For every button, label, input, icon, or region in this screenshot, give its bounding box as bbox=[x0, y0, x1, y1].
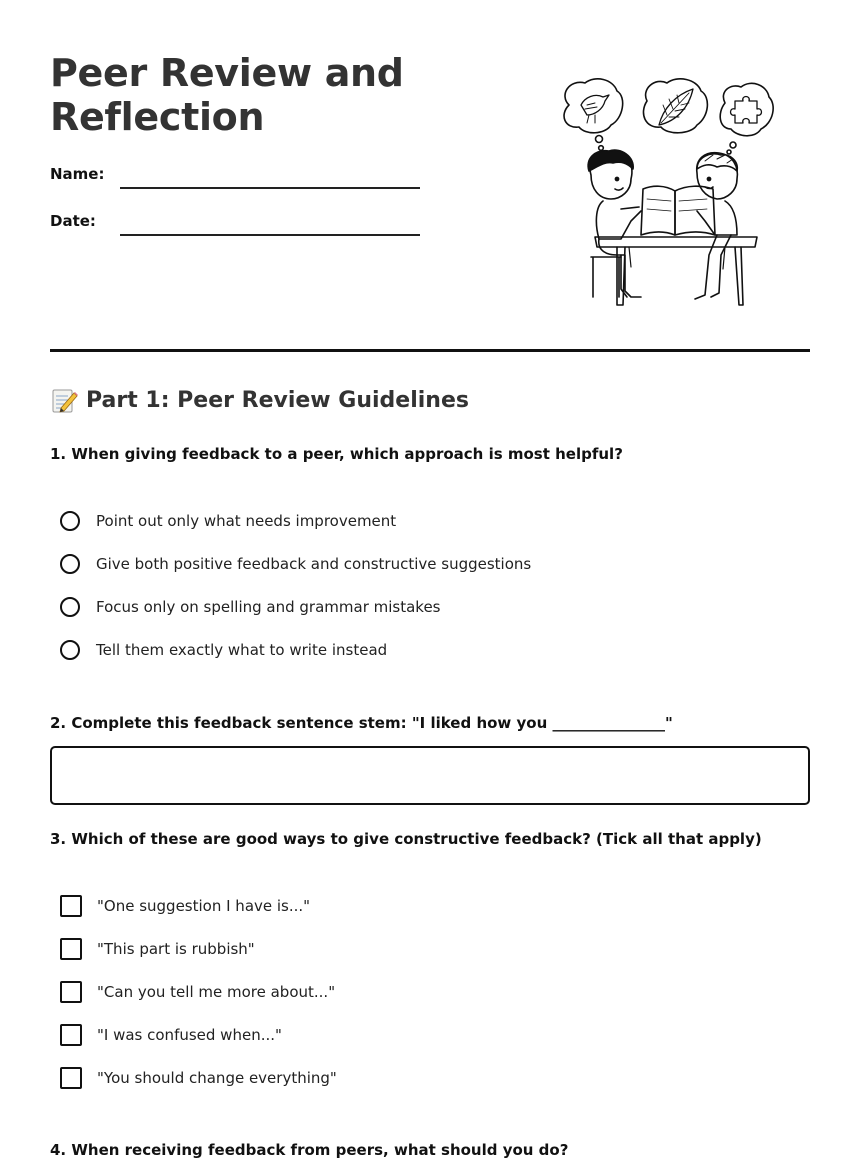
date-field[interactable] bbox=[120, 234, 420, 236]
leaf-thought-bubble bbox=[643, 79, 707, 133]
question-3-option-5[interactable] bbox=[60, 1067, 337, 1089]
memo-icon bbox=[50, 386, 78, 414]
checkbox[interactable] bbox=[60, 981, 82, 1003]
question-1-option-3[interactable] bbox=[60, 597, 441, 617]
part1-heading bbox=[50, 386, 469, 414]
bird-thought-bubble bbox=[564, 79, 623, 150]
question-3-option-2[interactable] bbox=[60, 938, 255, 960]
radio-button[interactable] bbox=[60, 554, 80, 574]
option-label: Tell them exactly what to write instead bbox=[96, 641, 388, 659]
option-label: Focus only on spelling and grammar mistakes bbox=[96, 598, 441, 616]
name-field[interactable] bbox=[120, 187, 420, 189]
right-child bbox=[695, 153, 737, 299]
date-label: Date: bbox=[50, 212, 96, 230]
puzzle-thought-bubble bbox=[720, 83, 773, 154]
option-label: Give both positive feedback and constructive suggestions bbox=[96, 555, 532, 573]
question-1-option-2[interactable] bbox=[60, 554, 531, 574]
option-label: "Can you tell me more about..." bbox=[97, 983, 336, 1001]
option-label: "This part is rubbish" bbox=[97, 940, 255, 958]
question-1-option-4[interactable] bbox=[60, 640, 387, 660]
left-child bbox=[588, 150, 641, 297]
open-book bbox=[641, 186, 715, 235]
checkbox[interactable] bbox=[60, 1024, 82, 1046]
checkbox[interactable] bbox=[60, 1067, 82, 1089]
question-3: 3. Which of these are good ways to give constructive feedback? (Tick all that apply) bbox=[50, 830, 762, 848]
children-reading-illustration bbox=[555, 75, 780, 310]
question-1: 1. When giving feedback to a peer, which approach is most helpful? bbox=[50, 445, 623, 463]
name-label: Name: bbox=[50, 165, 105, 183]
question-1-option-1[interactable] bbox=[60, 511, 396, 531]
radio-button[interactable] bbox=[60, 511, 80, 531]
question-2-answer-box[interactable] bbox=[50, 746, 810, 805]
question-4: 4. When receiving feedback from peers, what should you do? bbox=[50, 1141, 569, 1159]
question-2: 2. Complete this feedback sentence stem: "I liked how you _______________" bbox=[50, 714, 673, 732]
question-3-option-3[interactable] bbox=[60, 981, 335, 1003]
page-title: Peer Review and Reflection bbox=[50, 51, 404, 139]
checkbox[interactable] bbox=[60, 938, 82, 960]
radio-button[interactable] bbox=[60, 597, 80, 617]
option-label: "One suggestion I have is..." bbox=[97, 897, 311, 915]
option-label: "I was confused when..." bbox=[97, 1026, 282, 1044]
option-label: "You should change everything" bbox=[97, 1069, 337, 1087]
section-divider bbox=[50, 349, 810, 352]
part1-heading-text: Part 1: Peer Review Guidelines bbox=[86, 387, 469, 413]
question-3-option-1[interactable] bbox=[60, 895, 310, 917]
option-label: Point out only what needs improvement bbox=[96, 512, 397, 530]
question-3-option-4[interactable] bbox=[60, 1024, 282, 1046]
radio-button[interactable] bbox=[60, 640, 80, 660]
checkbox[interactable] bbox=[60, 895, 82, 917]
